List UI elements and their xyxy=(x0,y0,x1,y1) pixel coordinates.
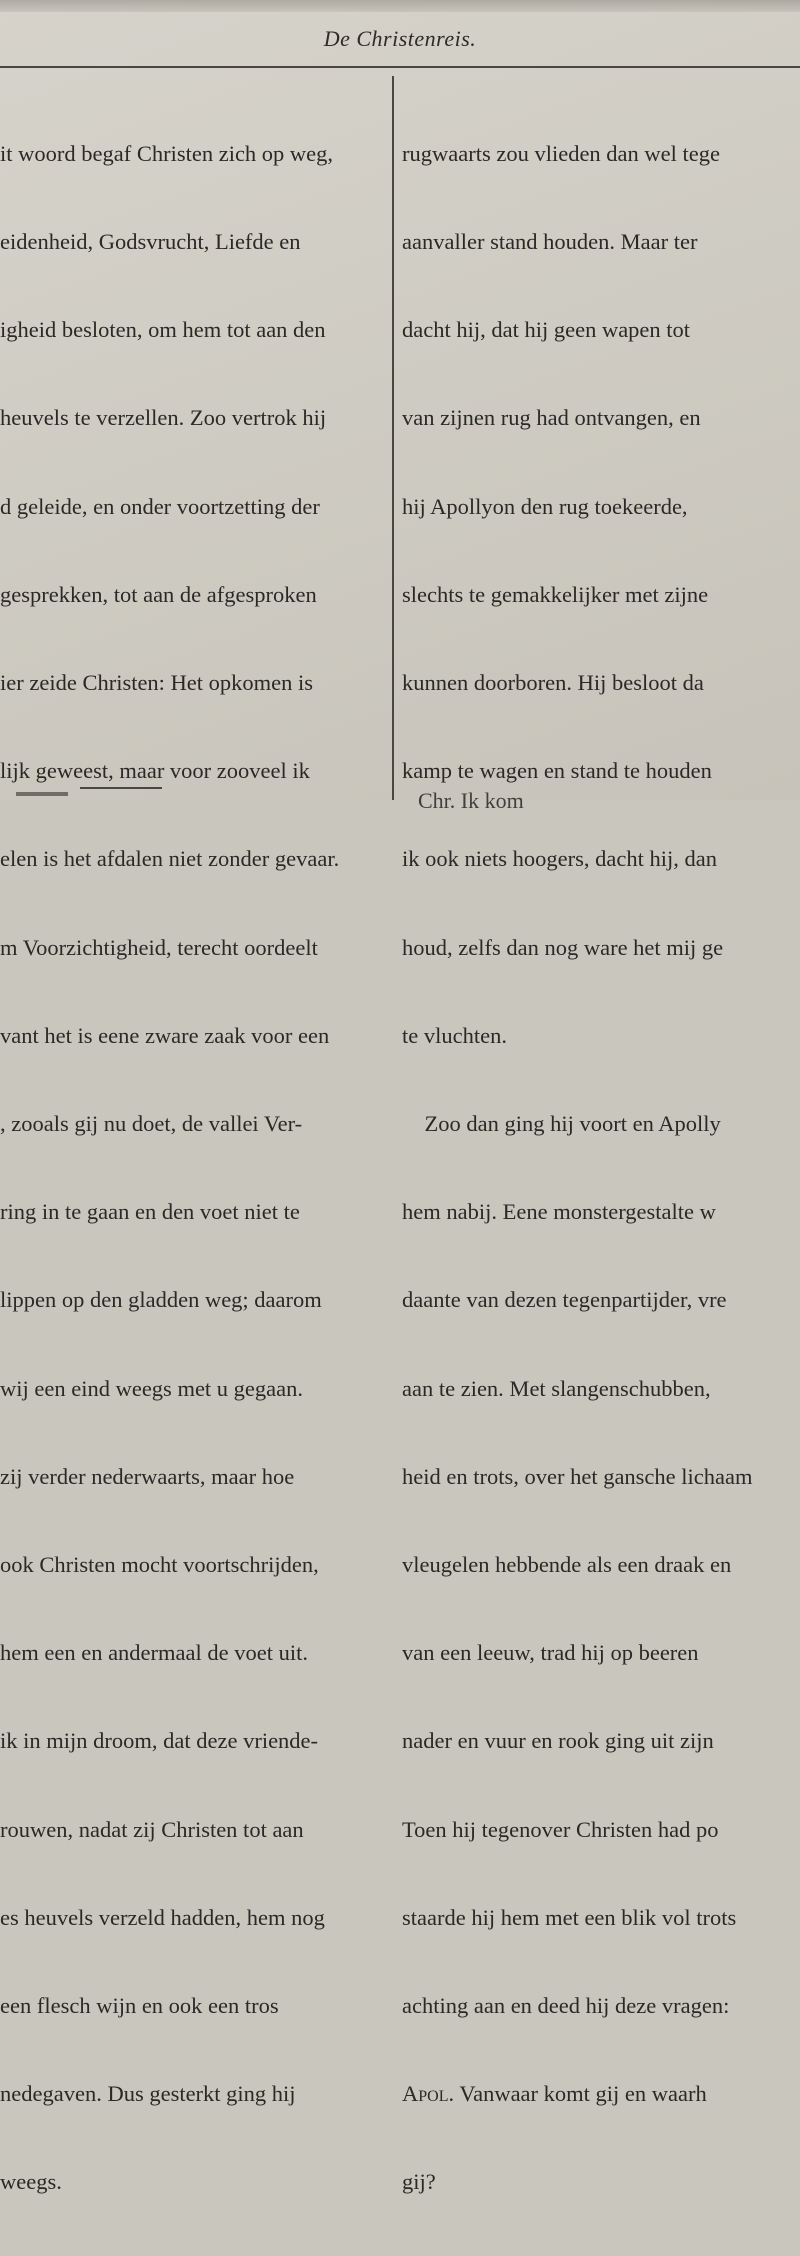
text-line: gij? xyxy=(402,2169,436,2195)
text-line: rugwaarts zou vlieden dan wel tege xyxy=(402,140,720,166)
text-line: lijk geweest, maar voor zooveel ik xyxy=(0,758,310,784)
cut-off-left-fragment xyxy=(16,792,68,796)
dialogue-text: Vanwaar komt gij en waarh xyxy=(454,2081,707,2107)
column-divider xyxy=(392,76,394,800)
text-line: heuvels te verzellen. Zoo vertrok hij xyxy=(0,405,327,431)
cut-off-bottom-line xyxy=(0,788,800,813)
header-rule xyxy=(0,66,800,68)
text-line: staarde hij hem met een blik vol trots xyxy=(402,1904,737,1930)
text-line: ik ook niets hoogers, dacht hij, dan xyxy=(402,846,717,872)
text-line: vleugelen hebbende als een draak en xyxy=(402,1552,732,1578)
text-line: aan te zien. Met slangenschubben, xyxy=(402,1375,711,1401)
text-line: wij een eind weegs met u gegaan. xyxy=(0,1375,304,1401)
text-line: ook Christen mocht voortschrijden, xyxy=(0,1552,319,1578)
text-line: ier zeide Christen: Het opkomen is xyxy=(0,670,314,696)
text-line: aanvaller stand houden. Maar ter xyxy=(402,229,698,255)
text-line: es heuvels verzeld hadden, hem nog xyxy=(0,1904,325,1930)
text-line: hem nabij. Eene monstergestalte w xyxy=(402,1199,716,1225)
text-line: rouwen, nadat zij Christen tot aan xyxy=(0,1816,304,1842)
text-line: m Voorzichtigheid, terecht oordeelt xyxy=(0,934,318,960)
text-line: heid en trots, over het gansche lichaam xyxy=(402,1463,753,1489)
text-line: hij Apollyon den rug toekeerde, xyxy=(402,493,688,519)
text-line: hem een en andermaal de voet uit. xyxy=(0,1640,308,1666)
text-line: daante van dezen tegenpartijder, vre xyxy=(402,1287,727,1313)
text-line: igheid besloten, om hem tot aan den xyxy=(0,317,326,343)
right-column xyxy=(402,80,800,2256)
text-line: vant het is eene zware zaak voor een xyxy=(0,1022,330,1048)
text-line: lippen op den gladden weg; daarom xyxy=(0,1287,322,1313)
text-line: Toen hij tegenover Christen had po xyxy=(402,1816,719,1842)
text-line: ring in te gaan en den voet niet te xyxy=(0,1199,300,1225)
section-rule xyxy=(80,787,162,789)
text-line: kunnen doorboren. Hij besloot da xyxy=(402,670,704,696)
text-line: slechts te gemakkelijker met zijne xyxy=(402,581,709,607)
text-line: houd, zelfs dan nog ware het mij ge xyxy=(402,934,724,960)
cut-off-right-text: Chr. Ik kom xyxy=(418,788,524,813)
text-line: elen is het afdalen niet zonder gevaar. xyxy=(0,846,340,872)
left-column xyxy=(0,80,388,2256)
text-line: zij verder nederwaarts, maar hoe xyxy=(0,1463,295,1489)
text-line: achting aan en deed hij deze vragen: xyxy=(402,1993,730,2019)
text-line: kamp te wagen en stand te houden xyxy=(402,758,712,784)
page-top-edge xyxy=(0,0,800,12)
text-line: eidenheid, Godsvrucht, Liefde en xyxy=(0,229,301,255)
speaker-label: Apol. xyxy=(402,2081,455,2107)
text-line: een flesch wijn en ook een tros xyxy=(0,1993,279,2019)
running-head: De Christenreis. xyxy=(323,26,477,51)
text-line: d geleide, en onder voortzetting der xyxy=(0,493,320,519)
text-line: van zijnen rug had ontvangen, en xyxy=(402,405,701,431)
text-line: weegs. xyxy=(0,2169,62,2195)
text-line: nedegaven. Dus gesterkt ging hij xyxy=(0,2081,296,2107)
text-line: it woord begaf Christen zich op weg, xyxy=(0,140,334,166)
text-line: Zoo dan ging hij voort en Apolly xyxy=(402,1111,721,1137)
text-line: te vluchten. xyxy=(402,1022,507,1048)
text-line: , zooals gij nu doet, de vallei Ver- xyxy=(0,1111,303,1137)
text-line: van een leeuw, trad hij op beeren xyxy=(402,1640,699,1666)
text-line: dacht hij, dat hij geen wapen tot xyxy=(402,317,691,343)
text-line: ik in mijn droom, dat deze vriende- xyxy=(0,1728,319,1754)
text-line: nader en vuur en rook ging uit zijn xyxy=(402,1728,714,1754)
dialogue-line xyxy=(402,2079,800,2108)
text-line: gesprekken, tot aan de afgesproken xyxy=(0,581,317,607)
